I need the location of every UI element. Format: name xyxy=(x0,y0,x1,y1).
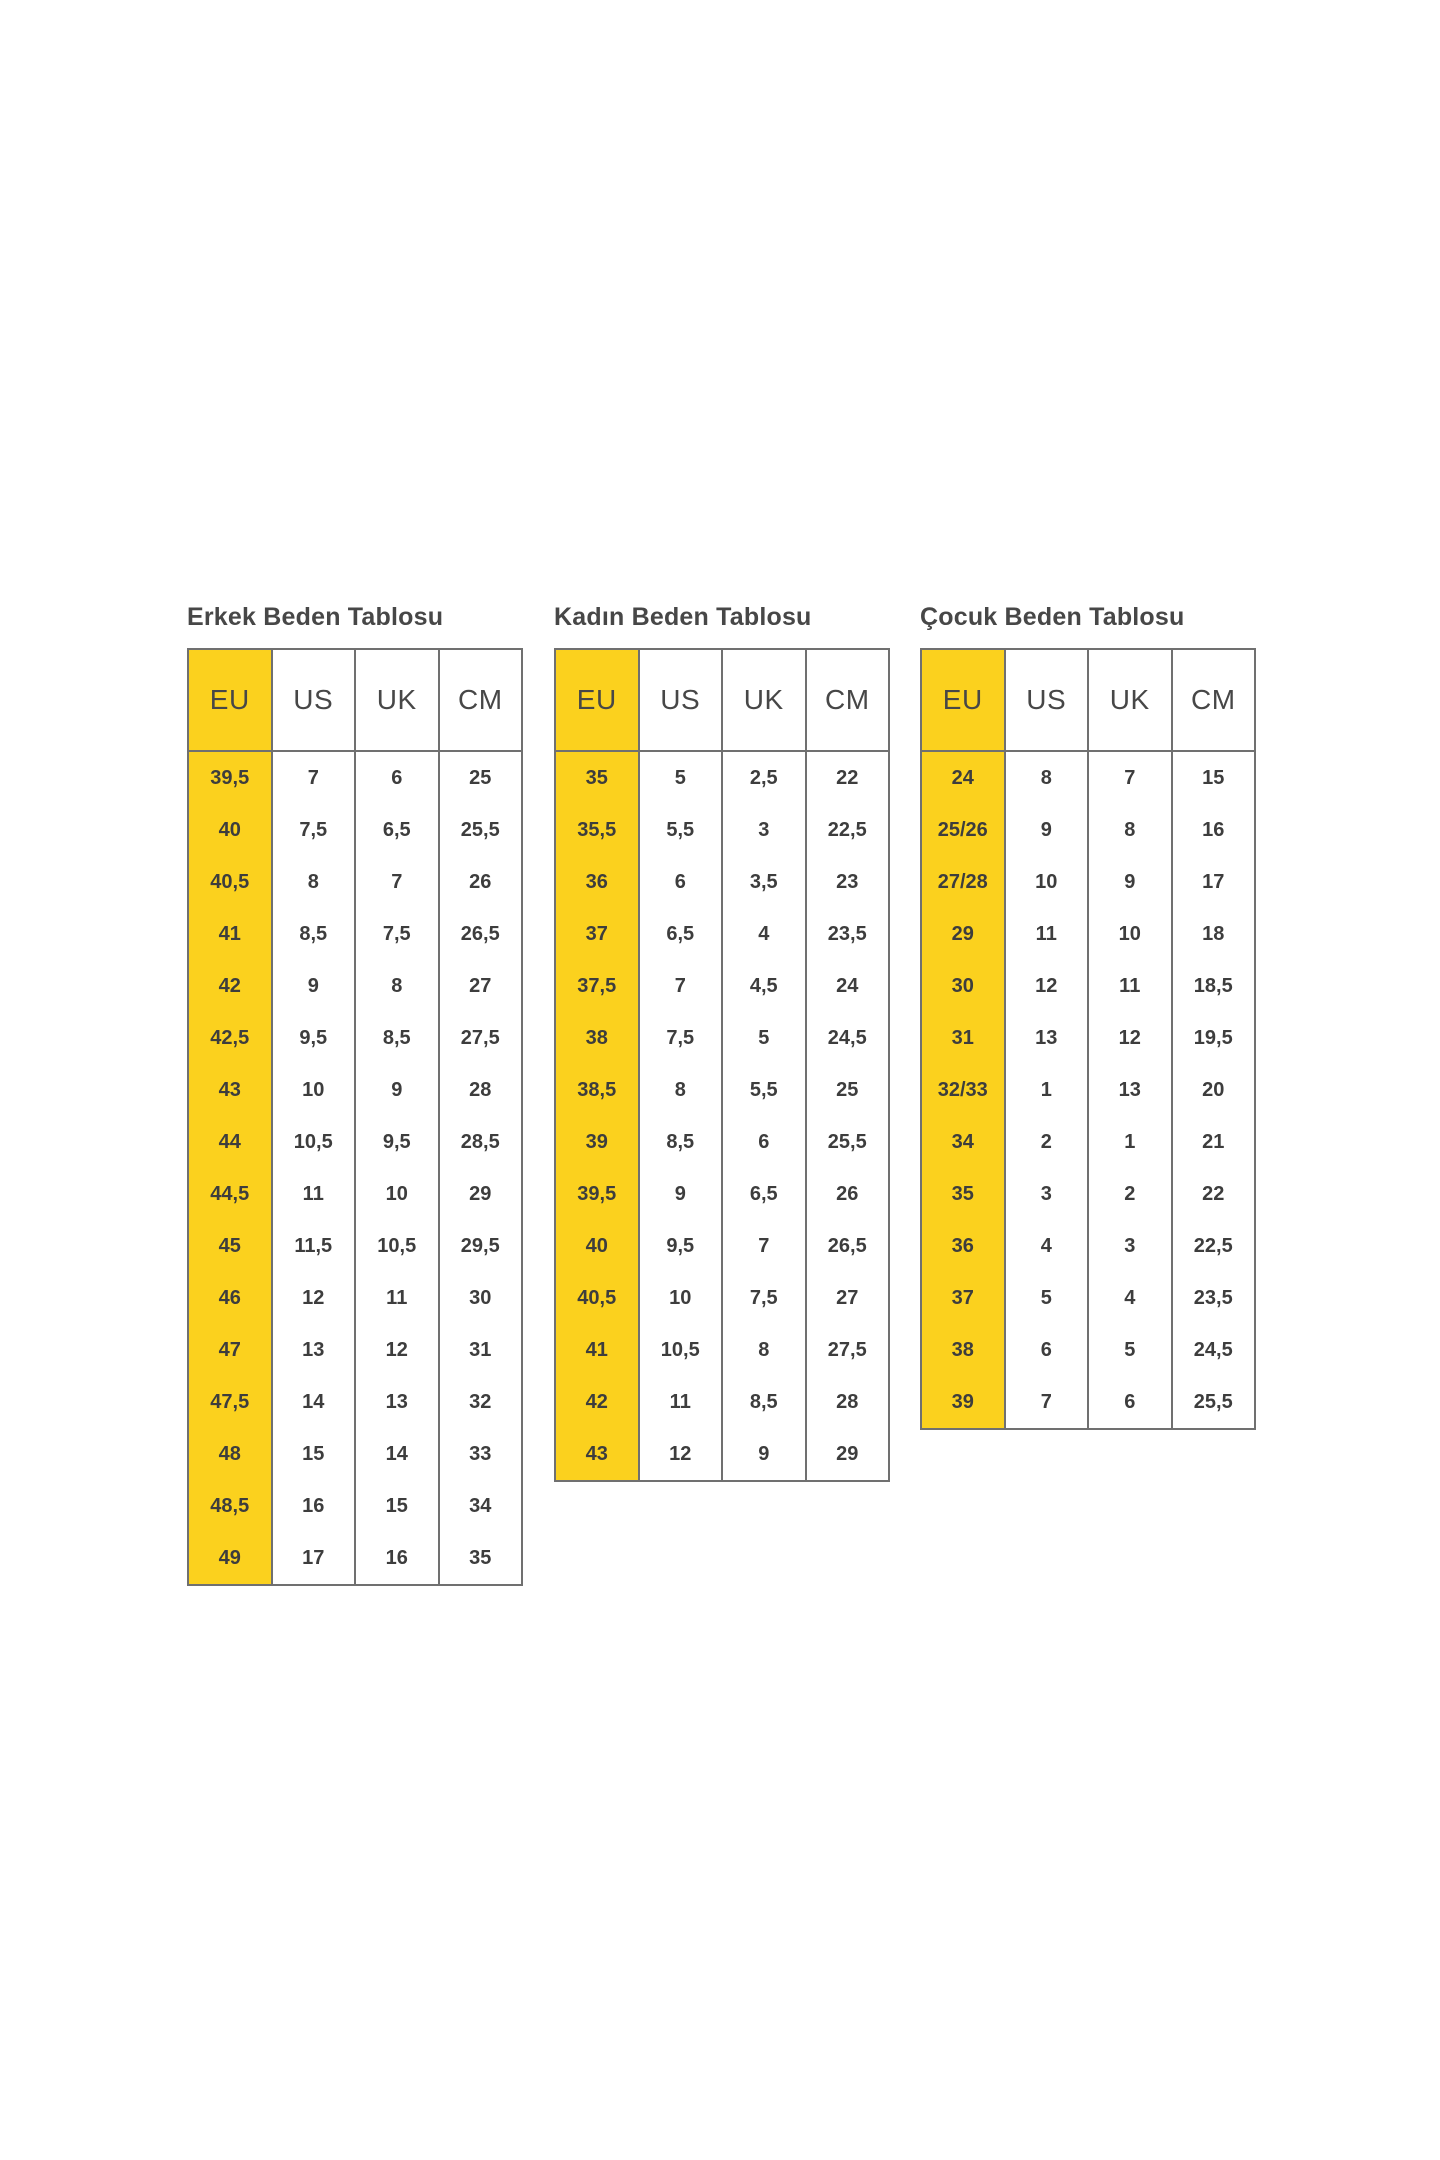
size-cell: 24,5 xyxy=(806,1012,890,1064)
eu-size-cell: 39,5 xyxy=(555,1168,639,1220)
size-cell: 12 xyxy=(272,1272,356,1324)
eu-size-cell: 37 xyxy=(555,908,639,960)
size-cell: 17 xyxy=(272,1532,356,1585)
eu-size-cell: 44,5 xyxy=(188,1168,272,1220)
eu-size-cell: 38,5 xyxy=(555,1064,639,1116)
column-header-cm: CM xyxy=(1172,649,1256,751)
size-cell: 7,5 xyxy=(722,1272,806,1324)
eu-size-cell: 35 xyxy=(555,751,639,804)
size-cell: 9 xyxy=(639,1168,723,1220)
size-row xyxy=(921,1168,1255,1220)
size-cell: 6 xyxy=(1005,1324,1089,1376)
size-row xyxy=(555,1272,889,1324)
size-cell: 7 xyxy=(355,856,439,908)
size-row xyxy=(921,1064,1255,1116)
column-header-cm: CM xyxy=(806,649,890,751)
eu-size-cell: 36 xyxy=(555,856,639,908)
size-cell: 4 xyxy=(722,908,806,960)
eu-size-cell: 39 xyxy=(555,1116,639,1168)
eu-size-cell: 36 xyxy=(921,1220,1005,1272)
eu-size-cell: 40 xyxy=(188,804,272,856)
men-size-table-header xyxy=(188,649,522,751)
size-cell: 22 xyxy=(1172,1168,1256,1220)
children-size-table xyxy=(920,648,1256,1430)
size-cell: 13 xyxy=(272,1324,356,1376)
size-cell: 7,5 xyxy=(639,1012,723,1064)
size-cell: 23,5 xyxy=(806,908,890,960)
size-cell: 7,5 xyxy=(355,908,439,960)
size-cell: 12 xyxy=(1088,1012,1172,1064)
size-cell: 2,5 xyxy=(722,751,806,804)
size-cell: 22 xyxy=(806,751,890,804)
size-cell: 6,5 xyxy=(722,1168,806,1220)
eu-size-cell: 24 xyxy=(921,751,1005,804)
size-cell: 9,5 xyxy=(355,1116,439,1168)
size-cell: 10 xyxy=(1005,856,1089,908)
size-cell: 25,5 xyxy=(439,804,523,856)
size-cell: 30 xyxy=(439,1272,523,1324)
size-cell: 5 xyxy=(639,751,723,804)
size-row xyxy=(188,1220,522,1272)
size-row xyxy=(188,960,522,1012)
size-row xyxy=(921,908,1255,960)
size-cell: 8 xyxy=(355,960,439,1012)
size-cell: 8,5 xyxy=(272,908,356,960)
eu-size-cell: 43 xyxy=(188,1064,272,1116)
size-row xyxy=(555,856,889,908)
eu-size-cell: 38 xyxy=(921,1324,1005,1376)
size-cell: 4 xyxy=(1005,1220,1089,1272)
size-cell: 26,5 xyxy=(439,908,523,960)
size-cell: 13 xyxy=(1088,1064,1172,1116)
size-cell: 7 xyxy=(1088,751,1172,804)
size-cell: 2 xyxy=(1088,1168,1172,1220)
size-row xyxy=(188,1532,522,1585)
size-cell: 11 xyxy=(1005,908,1089,960)
size-cell: 13 xyxy=(355,1376,439,1428)
size-cell: 13 xyxy=(1005,1012,1089,1064)
size-cell: 26 xyxy=(439,856,523,908)
size-cell: 4,5 xyxy=(722,960,806,1012)
size-cell: 10,5 xyxy=(355,1220,439,1272)
size-cell: 5 xyxy=(1088,1324,1172,1376)
size-cell: 8 xyxy=(639,1064,723,1116)
size-cell: 11 xyxy=(272,1168,356,1220)
eu-size-cell: 37 xyxy=(921,1272,1005,1324)
size-cell: 5,5 xyxy=(722,1064,806,1116)
size-cell: 6 xyxy=(639,856,723,908)
size-cell: 22,5 xyxy=(1172,1220,1256,1272)
children-size-table-body xyxy=(921,751,1255,1429)
size-row xyxy=(188,908,522,960)
size-cell: 7 xyxy=(722,1220,806,1272)
eu-size-cell: 42 xyxy=(555,1376,639,1428)
size-cell: 28 xyxy=(806,1376,890,1428)
size-cell: 9 xyxy=(355,1064,439,1116)
size-row xyxy=(188,856,522,908)
size-cell: 8 xyxy=(1088,804,1172,856)
size-cell: 10,5 xyxy=(639,1324,723,1376)
size-cell: 8 xyxy=(722,1324,806,1376)
size-cell: 9 xyxy=(1088,856,1172,908)
eu-size-cell: 37,5 xyxy=(555,960,639,1012)
size-cell: 26,5 xyxy=(806,1220,890,1272)
size-cell: 6 xyxy=(355,751,439,804)
size-cell: 7,5 xyxy=(272,804,356,856)
eu-size-cell: 43 xyxy=(555,1428,639,1481)
size-row xyxy=(921,1116,1255,1168)
size-cell: 26 xyxy=(806,1168,890,1220)
women-size-table-header xyxy=(555,649,889,751)
size-row xyxy=(188,1480,522,1532)
size-cell: 23 xyxy=(806,856,890,908)
column-header-us: US xyxy=(272,649,356,751)
women-size-chart-section xyxy=(554,600,890,1482)
size-row xyxy=(555,751,889,804)
eu-size-cell: 35,5 xyxy=(555,804,639,856)
column-header-us: US xyxy=(1005,649,1089,751)
size-cell: 29 xyxy=(806,1428,890,1481)
size-cell: 27,5 xyxy=(439,1012,523,1064)
size-cell: 12 xyxy=(355,1324,439,1376)
size-cell: 9,5 xyxy=(639,1220,723,1272)
size-cell: 9,5 xyxy=(272,1012,356,1064)
column-header-uk: UK xyxy=(355,649,439,751)
eu-size-cell: 47 xyxy=(188,1324,272,1376)
size-cell: 32 xyxy=(439,1376,523,1428)
children-size-table-header xyxy=(921,649,1255,751)
size-row xyxy=(555,1012,889,1064)
men-size-table xyxy=(187,648,523,1586)
size-cell: 31 xyxy=(439,1324,523,1376)
eu-size-cell: 29 xyxy=(921,908,1005,960)
size-cell: 22,5 xyxy=(806,804,890,856)
size-row xyxy=(921,1272,1255,1324)
women-size-table xyxy=(554,648,890,1482)
size-cell: 7 xyxy=(639,960,723,1012)
size-row xyxy=(188,1012,522,1064)
size-row xyxy=(921,1012,1255,1064)
size-row xyxy=(555,1168,889,1220)
size-cell: 14 xyxy=(272,1376,356,1428)
size-cell: 17 xyxy=(1172,856,1256,908)
size-cell: 8,5 xyxy=(722,1376,806,1428)
size-cell: 15 xyxy=(355,1480,439,1532)
size-cell: 7 xyxy=(1005,1376,1089,1429)
size-cell: 12 xyxy=(1005,960,1089,1012)
size-cell: 8 xyxy=(272,856,356,908)
size-row xyxy=(188,1376,522,1428)
size-cell: 5 xyxy=(1005,1272,1089,1324)
column-header-eu: EU xyxy=(921,649,1005,751)
header-row xyxy=(188,649,522,751)
size-row xyxy=(921,751,1255,804)
size-row xyxy=(921,856,1255,908)
eu-size-cell: 35 xyxy=(921,1168,1005,1220)
size-row xyxy=(188,751,522,804)
size-cell: 27 xyxy=(806,1272,890,1324)
size-row xyxy=(921,1220,1255,1272)
size-cell: 29,5 xyxy=(439,1220,523,1272)
size-cell: 14 xyxy=(355,1428,439,1480)
eu-size-cell: 49 xyxy=(188,1532,272,1585)
eu-size-cell: 42 xyxy=(188,960,272,1012)
size-cell: 3,5 xyxy=(722,856,806,908)
size-row xyxy=(921,1376,1255,1429)
eu-size-cell: 40,5 xyxy=(555,1272,639,1324)
size-cell: 9 xyxy=(272,960,356,1012)
size-cell: 15 xyxy=(1172,751,1256,804)
size-cell: 3 xyxy=(722,804,806,856)
children-size-chart-section xyxy=(920,600,1256,1430)
size-cell: 12 xyxy=(639,1428,723,1481)
column-header-eu: EU xyxy=(555,649,639,751)
eu-size-cell: 31 xyxy=(921,1012,1005,1064)
eu-size-cell: 32/33 xyxy=(921,1064,1005,1116)
eu-size-cell: 47,5 xyxy=(188,1376,272,1428)
size-cell: 23,5 xyxy=(1172,1272,1256,1324)
size-cell: 2 xyxy=(1005,1116,1089,1168)
size-cell: 10 xyxy=(639,1272,723,1324)
size-cell: 35 xyxy=(439,1532,523,1585)
size-cell: 25,5 xyxy=(1172,1376,1256,1429)
size-row xyxy=(188,1272,522,1324)
eu-size-cell: 42,5 xyxy=(188,1012,272,1064)
eu-size-cell: 39,5 xyxy=(188,751,272,804)
size-row xyxy=(555,908,889,960)
size-cell: 8 xyxy=(1005,751,1089,804)
size-cell: 16 xyxy=(1172,804,1256,856)
eu-size-cell: 44 xyxy=(188,1116,272,1168)
eu-size-cell: 48 xyxy=(188,1428,272,1480)
size-cell: 15 xyxy=(272,1428,356,1480)
size-cell: 9 xyxy=(1005,804,1089,856)
eu-size-cell: 40 xyxy=(555,1220,639,1272)
size-cell: 19,5 xyxy=(1172,1012,1256,1064)
men-size-table-body xyxy=(188,751,522,1585)
size-row xyxy=(555,960,889,1012)
size-row xyxy=(921,804,1255,856)
size-cell: 16 xyxy=(355,1532,439,1585)
size-cell: 28,5 xyxy=(439,1116,523,1168)
size-cell: 5,5 xyxy=(639,804,723,856)
eu-size-cell: 40,5 xyxy=(188,856,272,908)
size-cell: 7 xyxy=(272,751,356,804)
size-cell: 18 xyxy=(1172,908,1256,960)
size-cell: 6,5 xyxy=(355,804,439,856)
eu-size-cell: 46 xyxy=(188,1272,272,1324)
size-cell: 5 xyxy=(722,1012,806,1064)
size-cell: 11 xyxy=(1088,960,1172,1012)
size-row xyxy=(921,1324,1255,1376)
size-cell: 9 xyxy=(722,1428,806,1481)
size-row xyxy=(555,1064,889,1116)
size-cell: 3 xyxy=(1005,1168,1089,1220)
size-cell: 34 xyxy=(439,1480,523,1532)
size-row xyxy=(188,1428,522,1480)
size-cell: 25 xyxy=(439,751,523,804)
size-cell: 24,5 xyxy=(1172,1324,1256,1376)
size-cell: 25 xyxy=(806,1064,890,1116)
size-cell: 10,5 xyxy=(272,1116,356,1168)
eu-size-cell: 38 xyxy=(555,1012,639,1064)
size-cell: 27,5 xyxy=(806,1324,890,1376)
eu-size-cell: 41 xyxy=(188,908,272,960)
eu-size-cell: 41 xyxy=(555,1324,639,1376)
eu-size-cell: 25/26 xyxy=(921,804,1005,856)
size-row xyxy=(188,804,522,856)
size-cell: 16 xyxy=(272,1480,356,1532)
header-row xyxy=(921,649,1255,751)
header-row xyxy=(555,649,889,751)
size-cell: 29 xyxy=(439,1168,523,1220)
women-size-chart-title: Kadın Beden Tablosu xyxy=(554,603,812,631)
size-cell: 10 xyxy=(355,1168,439,1220)
size-row xyxy=(555,1324,889,1376)
size-cell: 11 xyxy=(355,1272,439,1324)
size-row xyxy=(555,1116,889,1168)
size-cell: 18,5 xyxy=(1172,960,1256,1012)
size-row xyxy=(188,1064,522,1116)
men-size-chart-title: Erkek Beden Tablosu xyxy=(187,603,444,631)
size-cell: 25,5 xyxy=(806,1116,890,1168)
children-size-chart-title: Çocuk Beden Tablosu xyxy=(920,603,1185,631)
size-cell: 10 xyxy=(1088,908,1172,960)
column-header-cm: CM xyxy=(439,649,523,751)
size-row xyxy=(188,1116,522,1168)
women-size-table-body xyxy=(555,751,889,1481)
eu-size-cell: 30 xyxy=(921,960,1005,1012)
size-cell: 6 xyxy=(722,1116,806,1168)
size-cell: 11 xyxy=(639,1376,723,1428)
size-cell: 33 xyxy=(439,1428,523,1480)
eu-size-cell: 27/28 xyxy=(921,856,1005,908)
column-header-us: US xyxy=(639,649,723,751)
eu-size-cell: 34 xyxy=(921,1116,1005,1168)
size-row xyxy=(555,1376,889,1428)
size-cell: 27 xyxy=(439,960,523,1012)
size-cell: 6,5 xyxy=(639,908,723,960)
eu-size-cell: 48,5 xyxy=(188,1480,272,1532)
size-cell: 6 xyxy=(1088,1376,1172,1429)
size-cell: 4 xyxy=(1088,1272,1172,1324)
size-row xyxy=(555,1428,889,1481)
eu-size-cell: 39 xyxy=(921,1376,1005,1429)
eu-size-cell: 45 xyxy=(188,1220,272,1272)
men-size-chart-section xyxy=(187,600,523,1586)
size-row xyxy=(188,1168,522,1220)
size-row xyxy=(555,1220,889,1272)
column-header-uk: UK xyxy=(722,649,806,751)
size-cell: 1 xyxy=(1005,1064,1089,1116)
column-header-uk: UK xyxy=(1088,649,1172,751)
size-row xyxy=(555,804,889,856)
size-cell: 28 xyxy=(439,1064,523,1116)
size-row xyxy=(921,960,1255,1012)
size-cell: 1 xyxy=(1088,1116,1172,1168)
size-cell: 20 xyxy=(1172,1064,1256,1116)
size-cell: 21 xyxy=(1172,1116,1256,1168)
column-header-eu: EU xyxy=(188,649,272,751)
size-cell: 24 xyxy=(806,960,890,1012)
size-cell: 3 xyxy=(1088,1220,1172,1272)
size-cell: 10 xyxy=(272,1064,356,1116)
size-cell: 8,5 xyxy=(639,1116,723,1168)
size-row xyxy=(188,1324,522,1376)
size-cell: 11,5 xyxy=(272,1220,356,1272)
size-cell: 8,5 xyxy=(355,1012,439,1064)
